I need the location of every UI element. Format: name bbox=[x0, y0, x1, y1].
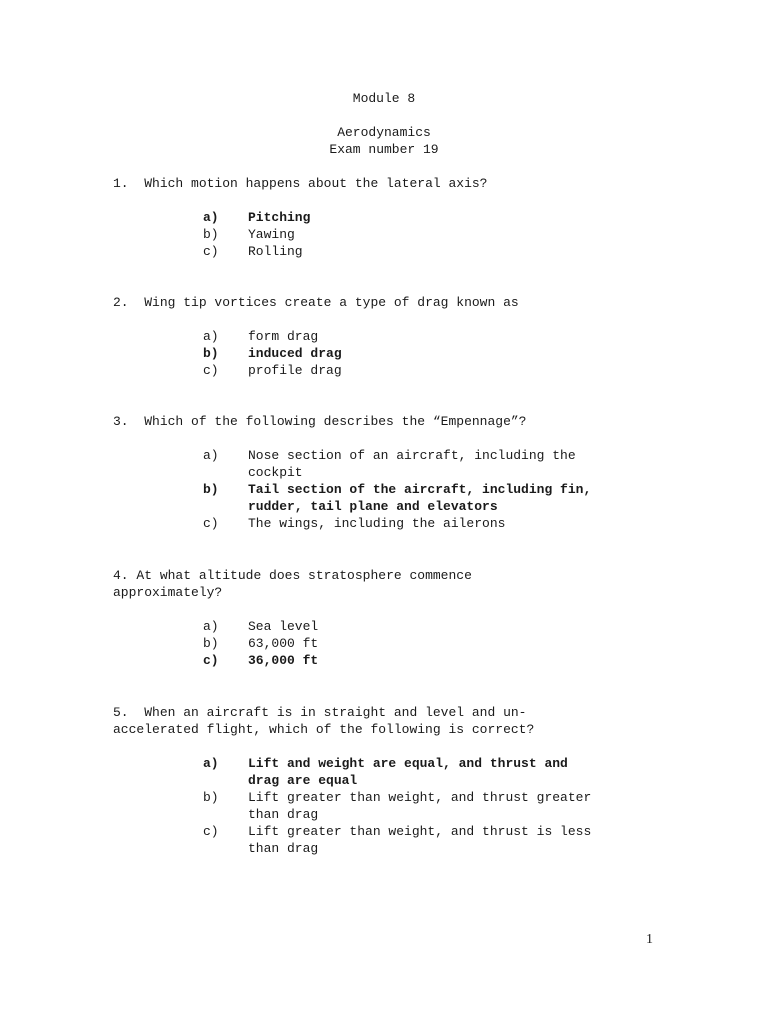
question-text-line: Which motion happens about the lateral axis? bbox=[144, 176, 488, 191]
question-number: 1. bbox=[113, 176, 129, 191]
q3-option-a-letter: a) bbox=[203, 448, 219, 463]
exam-number: Exam number 19 bbox=[329, 142, 439, 157]
q3-option-b-text-line-1: Tail section of the aircraft, including fin, bbox=[248, 482, 592, 497]
question-4-text-line-2: approximately? bbox=[113, 585, 223, 600]
question-text-line: Which of the following describes the “Empennage”? bbox=[144, 414, 527, 429]
question-number: 3. bbox=[113, 414, 129, 429]
question-text-line: At what altitude does stratosphere commence bbox=[136, 568, 472, 583]
q1-option-b-letter: b) bbox=[203, 227, 219, 242]
q2-option-b-text: induced drag bbox=[248, 346, 342, 361]
q3-option-b-letter: b) bbox=[203, 482, 219, 497]
q1-option-a-letter: a) bbox=[203, 210, 219, 225]
question-number: 2. bbox=[113, 295, 129, 310]
q1-option-c-letter: c) bbox=[203, 244, 219, 259]
question-1-text bbox=[113, 175, 487, 192]
q3-option-c-letter: c) bbox=[203, 516, 219, 531]
q5-option-a-text-line-1: Lift and weight are equal, and thrust and bbox=[248, 756, 568, 771]
question-2-text bbox=[113, 294, 519, 311]
question-number: 4. bbox=[113, 568, 129, 583]
q4-option-b-text: 63,000 ft bbox=[248, 636, 319, 651]
q1-option-b-text: Yawing bbox=[248, 227, 295, 242]
q5-option-c-letter: c) bbox=[203, 824, 219, 839]
question-text-line: When an aircraft is in straight and level and un- bbox=[144, 705, 527, 720]
q4-option-c-text: 36,000 ft bbox=[248, 653, 319, 668]
q3-option-b-text-line-2: rudder, tail plane and elevators bbox=[248, 499, 498, 514]
question-5-text-line-2: accelerated flight, which of the following is correct? bbox=[113, 722, 535, 737]
q5-option-b-text-line-2: than drag bbox=[248, 807, 319, 822]
q3-option-a-text-line-2: cockpit bbox=[248, 465, 303, 480]
q2-option-c-text: profile drag bbox=[248, 363, 342, 378]
q5-option-a-letter: a) bbox=[203, 756, 219, 771]
q5-option-b-text-line-1: Lift greater than weight, and thrust greater bbox=[248, 790, 592, 805]
q4-option-a-text: Sea level bbox=[248, 619, 319, 634]
q2-option-a-text: form drag bbox=[248, 329, 319, 344]
q5-option-a-text-line-2: drag are equal bbox=[248, 773, 358, 788]
q5-option-c-text-line-2: than drag bbox=[248, 841, 319, 856]
q3-option-c-text: The wings, including the ailerons bbox=[248, 516, 506, 531]
q2-option-b-letter: b) bbox=[203, 346, 219, 361]
q2-option-a-letter: a) bbox=[203, 329, 219, 344]
question-3-text bbox=[113, 413, 526, 430]
question-5-text bbox=[113, 704, 526, 721]
module-title: Module 8 bbox=[352, 91, 416, 106]
page-number: 1 bbox=[646, 932, 653, 947]
q4-option-a-letter: a) bbox=[203, 619, 219, 634]
q4-option-c-letter: c) bbox=[203, 653, 219, 668]
subject-title: Aerodynamics bbox=[337, 125, 431, 140]
question-4-text bbox=[113, 567, 472, 584]
q1-option-a-text: Pitching bbox=[248, 210, 311, 225]
question-text-line: Wing tip vortices create a type of drag known as bbox=[144, 295, 519, 310]
q3-option-a-text-line-1: Nose section of an aircraft, including the bbox=[248, 448, 576, 463]
q5-option-c-text-line-1: Lift greater than weight, and thrust is less bbox=[248, 824, 592, 839]
q5-option-b-letter: b) bbox=[203, 790, 219, 805]
q1-option-c-text: Rolling bbox=[248, 244, 303, 259]
q4-option-b-letter: b) bbox=[203, 636, 219, 651]
q2-option-c-letter: c) bbox=[203, 363, 219, 378]
question-number: 5. bbox=[113, 705, 129, 720]
